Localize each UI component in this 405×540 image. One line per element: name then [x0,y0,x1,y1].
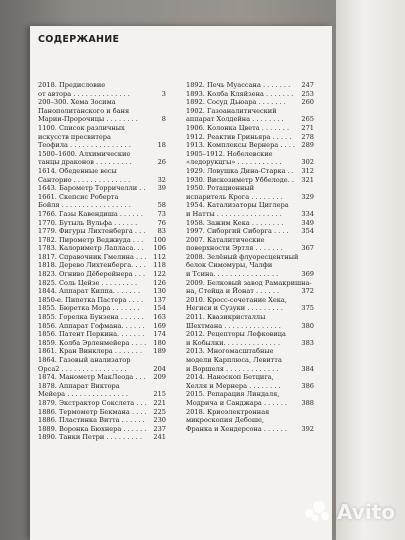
toc-entry [38,158,166,167]
toc-entry-page: 372 [301,287,314,296]
toc-entry [186,347,314,356]
toc-entry [186,107,314,116]
toc-entry-title: 1817. Справочник Гмелина . . . [38,252,147,261]
toc-entry [186,158,314,167]
toc-entry-title: 1886. Пластинка Витта . . . . . . [38,416,145,425]
toc-entry [186,90,314,99]
toc-entry [186,253,314,262]
toc-entry [186,399,314,408]
toc-entry-page: 106 [153,244,166,253]
toc-entry-title: 1879. Экстрактор Сокслета . . . [38,398,147,407]
toc-entry [38,347,166,356]
toc-entry-title: 2007. Каталитические [186,235,265,244]
toc-entry [38,270,166,279]
toc-entry-page: 112 [153,252,166,261]
toc-entry-title: 1902. Газоаналитический [186,106,277,115]
toc-entry-title: Бойля . . . . . . . . . . . . . . . . . [38,201,131,210]
toc-entry [38,416,166,425]
toc-entry-page: 380 [301,321,314,330]
toc-entry-title: 1614. Обеденные весы [38,166,117,175]
toc-entry [38,433,166,442]
toc-entry-page: 204 [153,364,166,373]
toc-entry [186,150,314,159]
toc-entry-title: 1823. Огниво Дёберейнера . . . [38,270,146,279]
toc-entry [38,322,166,331]
toc-entry-page: 209 [153,373,166,382]
toc-entry [186,115,314,124]
toc-entry-page: 163 [153,313,166,322]
toc-entry [38,382,166,391]
toc-entry-title: 1950. Ротационный [186,184,254,193]
toc-entry-title: 1929. Ловушка Дина-Старка . . [186,166,294,175]
toc-entry-title: 1892. Сосуд Дьюара . . . . . . . [186,98,286,107]
toc-entry [38,210,166,219]
toc-entry [186,287,314,296]
toc-entry [38,279,166,288]
toc-entry-title: Орса2 . . . . . . . . . . . . . . . . [38,364,127,373]
toc-entry-title: 1878. Аппарат Виктора [38,381,120,390]
toc-entry-title: и Воршеля . . . . . . . . . . . . . [186,364,279,373]
toc-entry-page: 189 [153,347,166,356]
toc-entry-page: 32 [157,175,166,184]
toc-entry [38,227,166,236]
toc-entry-page: 312 [301,166,314,175]
toc-entry-title: 1856. Аппарат Гофмана. . . . . . [38,321,145,330]
toc-entry-title: 1500–1600. Алхимические [38,149,131,158]
toc-entry-page: 18 [157,141,166,150]
toc-entry [38,365,166,374]
toc-entry-title: Модрича и Санджара . . . . . . [186,398,288,407]
toc-entry [38,244,166,253]
toc-entry [38,356,166,365]
toc-right-column [186,81,314,433]
toc-entry [186,390,314,399]
toc-entry-page: 384 [301,364,314,373]
toc-entry-title: 2013. Многомасштабные [186,347,274,356]
toc-entry-title: 1886. Термометр Бекмана . . . . [38,407,147,416]
toc-entry-page: 321 [301,175,314,184]
toc-entry-title: 1818. Дерево Лихтенберга. . . . [38,261,146,270]
toc-entry [186,356,314,365]
toc-entry-page: 265 [301,115,314,124]
toc-entry [186,279,314,288]
toc-entry-title: 2018. Предисловие [38,81,106,89]
toc-entry-page: 126 [153,278,166,287]
toc-entry-title: 1766. Газы Кавендиша . . . . . . [38,209,143,218]
watermark-text: Avito [337,500,395,524]
toc-entry-title: 1912. Реактив Гриньяра . . . . . [186,132,292,141]
toc-entry-title: на, Стейца и Йонат . . . . . . [186,287,280,296]
toc-entry-page: 349 [301,218,314,227]
toc-entry [186,81,314,90]
toc-entry-page: 367 [301,244,314,253]
toc-entry [38,150,166,159]
toc-entry-page: 369 [301,270,314,279]
toc-entry [186,339,314,348]
toc-entry [38,296,166,305]
toc-entry-title: аппарат Холдейна . . . . . . . . [186,115,284,124]
toc-entry-page: 247 [301,81,314,89]
toc-entry [186,330,314,339]
toc-entry-page: 154 [153,304,166,313]
toc-entry-title: 1861. Кран Винклера . . . . . . . [38,347,143,356]
toc-entry [186,133,314,142]
toc-entry [38,313,166,322]
avito-watermark [305,500,395,524]
toc-entry-title: 1890. Танки Петри . . . . . . . . . [38,433,142,442]
toc-entry [186,227,314,236]
toc-entry [186,176,314,185]
toc-entry-page: 221 [153,398,166,407]
toc-entry [38,304,166,313]
toc-entry-page: 289 [301,141,314,150]
toc-entry-page: 260 [301,98,314,107]
toc-entry [38,330,166,339]
toc-entry [38,98,166,107]
toc-entry-title: 1997. Сиборгий Сиборга . . . . [186,227,289,236]
toc-entry-title: Марии-Пророчицы . . . . . . . . [38,115,138,124]
toc-entry-title: «ледорукцгы» . . . . . . . . . . . [186,158,282,167]
toc-entry [186,373,314,382]
toc-entry-title: и Кобылки. . . . . . . . . . . . . . [186,338,281,347]
toc-entry [186,425,314,434]
toc-entry-page: 375 [301,304,314,313]
toc-entry-page: 100 [153,235,166,244]
toc-entry-title: и Натты . . . . . . . . . . . . . . . . [186,209,282,218]
toc-entry [186,313,314,322]
toc-entry [38,219,166,228]
toc-entry-title: и Тсина. . . . . . . . . . . . . . . . [186,270,279,279]
toc-entry [38,176,166,185]
toc-entry-page: 26 [157,158,166,167]
toc-entry-page: 58 [157,201,166,210]
toc-entry [38,81,166,90]
toc-entry-page: 354 [301,227,314,236]
toc-entry-page: 278 [301,132,314,141]
toc-entry-title: белок Симомуры, Чалфи [186,261,273,270]
toc-entry-title: искусств пресвитера [38,132,111,141]
toc-entry [186,304,314,313]
toc-entry-page: 383 [301,338,314,347]
toc-entry-title: Панополитанского и баня [38,106,130,115]
book-edge [336,0,405,540]
toc-entry-page: 334 [301,209,314,218]
toc-entry-title: 1844. Аппарат Киппа. . . . . . . [38,287,141,296]
toc-entry-page: 76 [157,218,166,227]
toc-entry-page: 169 [153,321,166,330]
toc-entry-page: 241 [153,433,166,442]
toc-entry-title: 1850-е. Пипетка Пастера . . . . [38,295,144,304]
toc-entry [186,261,314,270]
toc-entry [186,167,314,176]
toc-entry-page: 180 [153,338,166,347]
toc-entry-page: 230 [153,416,166,425]
toc-entry-page: 39 [157,184,166,193]
toc-entry-page: 253 [301,89,314,98]
toc-entry [38,339,166,348]
toc-entry-page: 392 [301,424,314,433]
toc-entry-title: 1954. Катализаторы Циглера [186,201,289,210]
toc-entry-title: 1779. Фигуры Лихтенберга . . . [38,227,146,236]
toc-entry-title: 1856. Патент Перкина. . . . . . . [38,330,145,339]
toc-entry-title: Мейера . . . . . . . . . . . . . . . [38,390,128,399]
toc-entry [38,201,166,210]
toc-entry-title: Негиси и Сузуки . . . . . . . . . [186,304,283,313]
toc-entry [186,416,314,425]
toc-entry-title: 1874. Манометр МакЛеода . . . [38,373,146,382]
toc-entry-title: 1770. Бутыль Вульфа . . . . . . [38,218,138,227]
toc-entry [38,408,166,417]
toc-entry-page: 3 [161,89,166,98]
toc-entry [186,408,314,417]
toc-entry [186,98,314,107]
toc-entry-page: 329 [301,192,314,201]
toc-entry [38,124,166,133]
toc-entry [38,133,166,142]
toc-entry-title: 2008. Зелёный флуоресцентный [186,252,299,261]
toc-entry-page: 237 [153,424,166,433]
toc-entry-title: 1100. Список различных [38,123,125,132]
toc-entry-title: 1825. Соль Цейзе . . . . . . . . . [38,278,138,287]
toc-entry-title: 1783. Калориметр Лапласа. . . [38,244,144,253]
toc-entry-title: танцы драконов . . . . . . . . . [38,158,132,167]
toc-entry-title: 1893. Колба Кляйзена . . . . . . . [186,89,294,98]
toc-entry-title: 1905–1912. Нобелевские [186,149,273,158]
toc-entry-title: Шехтмана . . . . . . . . . . . . . . [186,321,281,330]
toc-entry-title: 2015. Репарация Линдаля, [186,390,280,399]
toc-entry-page: 83 [157,227,166,236]
toc-entry [38,425,166,434]
toc-entry-title: модели Карплюса, Левитта [186,356,282,364]
toc-entry [186,141,314,150]
toc-entry [38,287,166,296]
toc-entry-page: 118 [153,261,166,270]
toc-entry-title: Теофила . . . . . . . . . . . . . . . [38,141,131,150]
toc-entry-title: 1889. Воронка Бюхнера . . . . . . [38,424,147,433]
toc-entry-title: 1930. Вискозиметр Уббелоде. . [186,175,294,184]
toc-entry-title: 1855. Горелка Бунзена . . . . . . [38,313,144,322]
toc-entry-title: 1892. Печь Муассана . . . . . . . [186,81,291,89]
toc-entry [186,193,314,202]
toc-entry-page: 122 [153,270,166,279]
toc-entry-page: 271 [301,123,314,132]
toc-entry-title: испаритель Крога . . . . . . . . [186,192,283,201]
toc-entry [38,141,166,150]
toc-entry-title: от автора . . . . . . . . . . . . . . [38,89,130,98]
toc-entry-title: 1906. Колонка Цвета . . . . . . . [186,123,290,132]
toc-entry-title: 2018. Криоэлектронная [186,407,270,416]
toc-entry [186,296,314,305]
toc-entry [38,115,166,124]
toc-entry [186,244,314,253]
toc-entry [186,124,314,133]
toc-entry [186,270,314,279]
toc-entry-page: 73 [157,209,166,218]
toc-entry [38,253,166,262]
toc-entry-title: 1855. Бюретка Мора . . . . . . . [38,304,140,313]
toc-entry [38,236,166,245]
toc-entry [186,365,314,374]
toc-entry-page: 215 [153,390,166,399]
toc-entry-title: 2009. Белковый завод Рамакришна- [186,278,312,287]
toc-entry-title: Хелля и Мернера . . . . . . . . [186,381,281,390]
toc-entry [186,322,314,331]
toc-entry-title: 2010. Кросс-сочетание Хека, [186,295,287,304]
toc-entry-page: 130 [153,287,166,296]
toc-entry-title: 1864. Газовый анализатор [38,356,131,364]
toc-entry [38,399,166,408]
toc-entry-page: 388 [301,398,314,407]
toc-entry-title: 1782. Пирометр Веджвуда . . . [38,235,144,244]
toc-left-column [38,81,166,442]
toc-entry-page: 225 [153,407,166,416]
toc-entry-title: 1913. Комплексы Вернера . . . . [186,141,296,150]
page-title: СОДЕРЖАНИЕ [38,34,120,45]
toc-entry [38,107,166,116]
toc-entry [38,193,166,202]
avito-logo-icon [305,501,333,523]
toc-entry-title: 2014. Наноскоп Бетцига, [186,373,274,382]
toc-entry-title: Санторио . . . . . . . . . . . . . . [38,175,131,184]
toc-entry [38,373,166,382]
toc-entry-title: поверхности Эртля . . . . . . . [186,244,283,253]
toc-entry [186,219,314,228]
toc-entry [38,167,166,176]
toc-entry-title: Франка и Хендерсона . . . . . . [186,424,287,433]
toc-entry-title: 1859. Колба Эрленмейера . . . . [38,338,147,347]
toc-entry [38,184,166,193]
toc-entry-title: микроскопия Дебоше, [186,416,264,425]
toc-entry-title: 1661. Скепсис Роберта [38,192,119,201]
toc-entry-page: 386 [301,381,314,390]
toc-entry [186,210,314,219]
toc-entry [186,201,314,210]
toc-entry-page: 174 [153,330,166,339]
toc-entry [38,90,166,99]
toc-entry [186,236,314,245]
toc-entry-page: 137 [153,295,166,304]
toc-entry-title: 2012. Рецепторы Лефковица [186,330,286,339]
toc-entry [186,382,314,391]
toc-entry [38,390,166,399]
toc-entry [186,184,314,193]
toc-entry-title: 200–300. Хема Зосима [38,98,116,107]
toc-entry-title: 1958. Зажим Кека . . . . . . . . [186,218,284,227]
toc-entry-title: 2011. Квазикристаллы [186,313,266,322]
toc-entry-page: 302 [301,158,314,167]
toc-entry-title: 1643. Барометр Торричелли . . [38,184,146,193]
toc-entry [38,261,166,270]
toc-entry-page: 8 [161,115,166,124]
